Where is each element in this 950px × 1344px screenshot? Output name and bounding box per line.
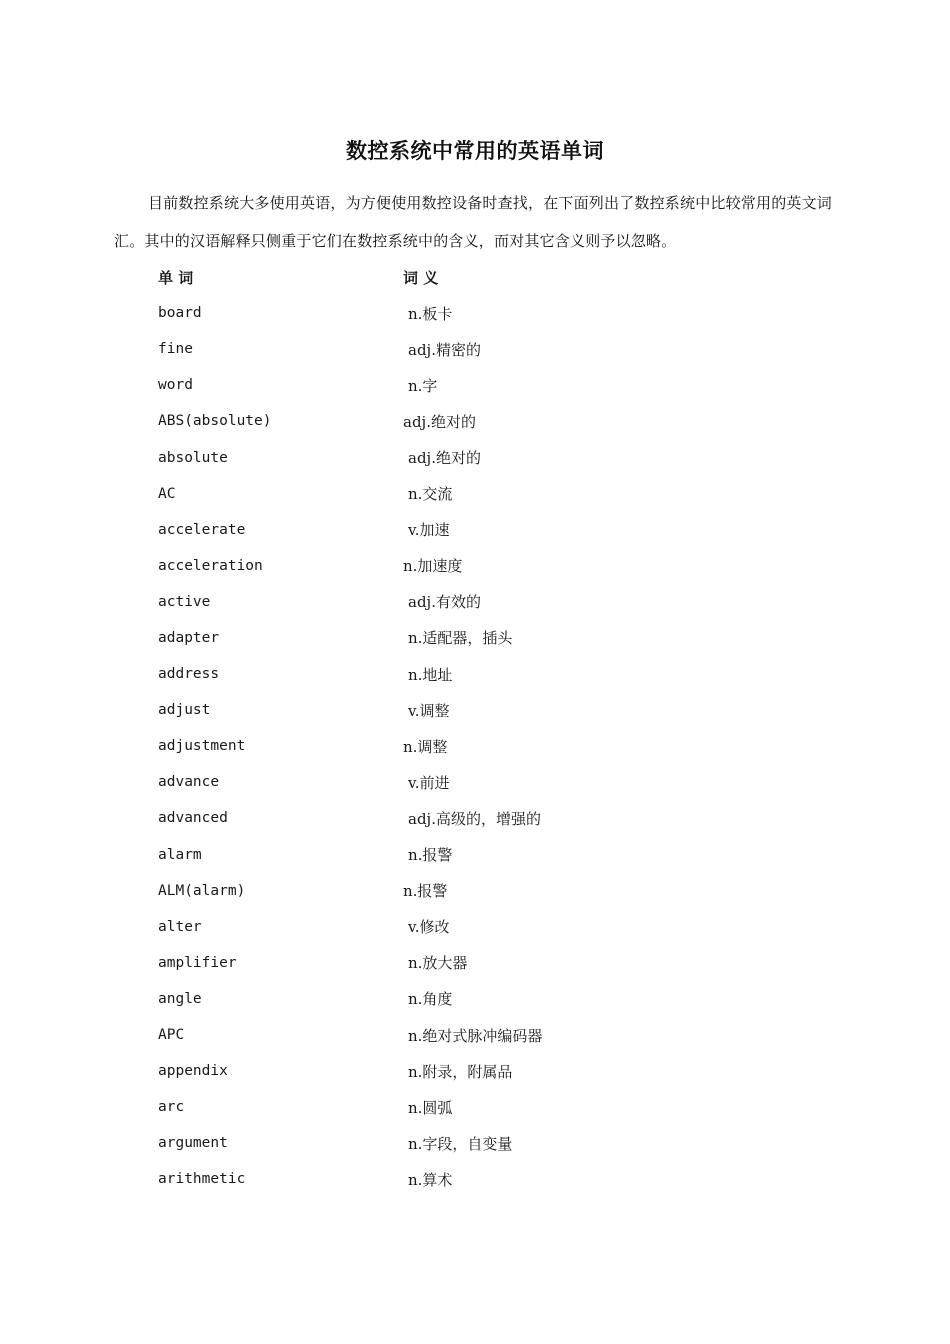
word-column-header: 单 词 bbox=[158, 268, 194, 287]
vocabulary-word: board bbox=[158, 305, 202, 322]
vocabulary-word: accelerate bbox=[158, 521, 246, 538]
vocabulary-meaning: n.附录，附属品 bbox=[408, 1062, 513, 1081]
vocabulary-word: alarm bbox=[158, 846, 202, 863]
vocabulary-table bbox=[158, 259, 778, 1197]
vocabulary-row bbox=[158, 512, 778, 548]
vocabulary-row bbox=[158, 331, 778, 367]
vocabulary-row bbox=[158, 1017, 778, 1053]
vocabulary-word: fine bbox=[158, 341, 193, 358]
vocabulary-row bbox=[158, 295, 778, 331]
vocabulary-meaning: n.算术 bbox=[408, 1170, 453, 1189]
vocabulary-row bbox=[158, 476, 778, 512]
vocabulary-meaning: n.字 bbox=[408, 376, 438, 395]
vocabulary-meaning: adj.有效的 bbox=[408, 593, 481, 612]
vocabulary-row bbox=[158, 367, 778, 403]
vocabulary-row bbox=[158, 403, 778, 439]
vocabulary-word: adjustment bbox=[158, 738, 246, 755]
vocabulary-row bbox=[158, 909, 778, 945]
vocabulary-word: arc bbox=[158, 1099, 185, 1116]
vocabulary-word: angle bbox=[158, 990, 202, 1007]
vocabulary-meaning: v.修改 bbox=[408, 918, 450, 937]
vocabulary-meaning: n.加速度 bbox=[403, 557, 463, 576]
vocabulary-meaning: n.报警 bbox=[403, 882, 448, 901]
vocabulary-row bbox=[158, 1125, 778, 1161]
vocabulary-meaning: adj.高级的，增强的 bbox=[408, 809, 541, 828]
vocabulary-word: AC bbox=[158, 485, 176, 502]
vocabulary-meaning: n.字段，自变量 bbox=[408, 1134, 513, 1153]
vocabulary-row bbox=[158, 548, 778, 584]
meaning-column-header: 词 义 bbox=[403, 268, 439, 287]
vocabulary-row bbox=[158, 945, 778, 981]
vocabulary-meaning: n.放大器 bbox=[408, 954, 468, 973]
vocabulary-row bbox=[158, 584, 778, 620]
vocabulary-row bbox=[158, 1053, 778, 1089]
vocabulary-word: adjust bbox=[158, 702, 211, 719]
vocabulary-header-row bbox=[158, 259, 778, 295]
vocabulary-meaning: n.角度 bbox=[408, 990, 453, 1009]
vocabulary-word: word bbox=[158, 377, 193, 394]
vocabulary-row bbox=[158, 873, 778, 909]
vocabulary-word: argument bbox=[158, 1135, 228, 1152]
vocabulary-word: acceleration bbox=[158, 557, 263, 574]
vocabulary-word: advance bbox=[158, 774, 220, 791]
vocabulary-word: APC bbox=[158, 1027, 185, 1044]
vocabulary-meaning: adj.绝对的 bbox=[403, 412, 476, 431]
vocabulary-meaning: n.板卡 bbox=[408, 304, 453, 323]
vocabulary-row bbox=[158, 800, 778, 836]
vocabulary-meaning: adj.精密的 bbox=[408, 340, 481, 359]
vocabulary-row bbox=[158, 837, 778, 873]
vocabulary-meaning: v.调整 bbox=[408, 701, 450, 720]
vocabulary-row bbox=[158, 728, 778, 764]
vocabulary-word: amplifier bbox=[158, 954, 237, 971]
document-title: 数控系统中常用的英语单词 bbox=[346, 138, 604, 163]
vocabulary-meaning: n.适配器，插头 bbox=[408, 629, 513, 648]
vocabulary-row bbox=[158, 692, 778, 728]
vocabulary-row bbox=[158, 620, 778, 656]
vocabulary-word: address bbox=[158, 666, 220, 683]
vocabulary-word: alter bbox=[158, 918, 202, 935]
vocabulary-row bbox=[158, 439, 778, 475]
intro-paragraph: 目前数控系统大多使用英语，为方便使用数控设备时查找，在下面列出了数控系统中比较常用的英文词汇。其中的汉语解释只侧重于它们在数控系统中的含义，而对其它含义则予以忽略。 bbox=[114, 194, 833, 250]
vocabulary-row bbox=[158, 1089, 778, 1125]
vocabulary-meaning: n.绝对式脉冲编码器 bbox=[408, 1026, 543, 1045]
vocabulary-word: ALM(alarm) bbox=[158, 882, 246, 899]
vocabulary-word: arithmetic bbox=[158, 1171, 246, 1188]
vocabulary-word: appendix bbox=[158, 1063, 228, 1080]
vocabulary-meaning: n.交流 bbox=[408, 485, 453, 504]
vocabulary-row bbox=[158, 1161, 778, 1197]
vocabulary-meaning: n.调整 bbox=[403, 737, 448, 756]
vocabulary-meaning: v.加速 bbox=[408, 521, 450, 540]
vocabulary-row bbox=[158, 764, 778, 800]
vocabulary-word: absolute bbox=[158, 449, 228, 466]
vocabulary-word: active bbox=[158, 593, 211, 610]
vocabulary-word: advanced bbox=[158, 810, 228, 827]
vocabulary-row bbox=[158, 981, 778, 1017]
vocabulary-word: ABS(absolute) bbox=[158, 413, 272, 430]
vocabulary-meaning: v.前进 bbox=[408, 773, 450, 792]
vocabulary-meaning: n.地址 bbox=[408, 665, 453, 684]
vocabulary-meaning: adj.绝对的 bbox=[408, 449, 481, 468]
vocabulary-row bbox=[158, 656, 778, 692]
vocabulary-meaning: n.报警 bbox=[408, 846, 453, 865]
vocabulary-meaning: n.圆弧 bbox=[408, 1098, 453, 1117]
vocabulary-word: adapter bbox=[158, 629, 220, 646]
